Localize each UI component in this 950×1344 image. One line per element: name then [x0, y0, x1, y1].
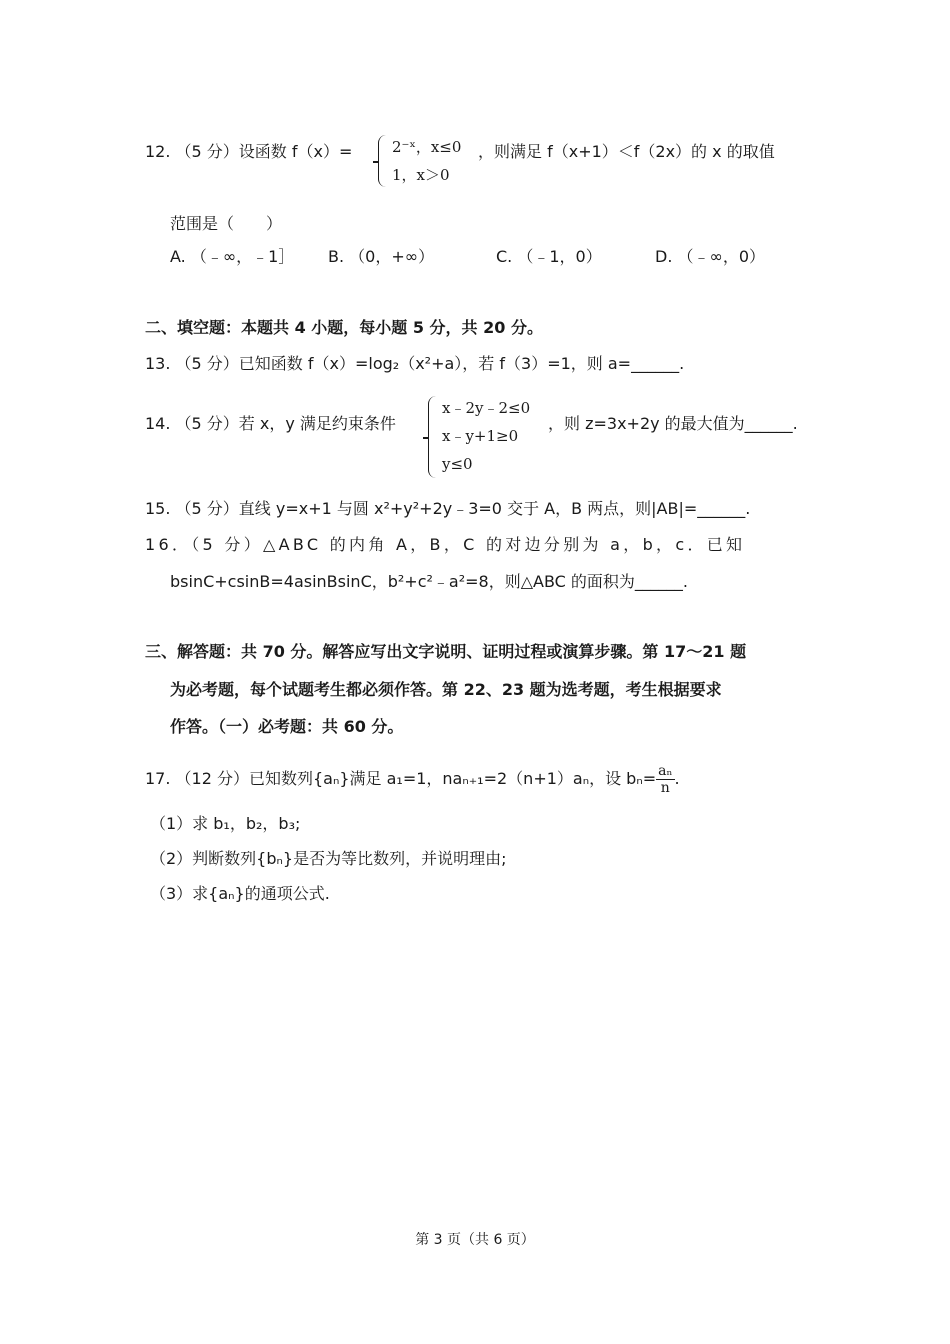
- q12-case-2: 1，x＞0: [392, 166, 450, 184]
- q14-stem-pre: 14. （5 分）若 x，y 满足约束条件: [145, 414, 396, 433]
- q15-text: 15. （5 分）直线 y=x+1 与圆 x²+y²+2y﹣3=0 交于 A，B 两点，则|AB|=______.: [145, 499, 751, 518]
- q16-line2: bsinC+csinB=4asinBsinC，b²+c²﹣a²=8，则△ABC 的面积为______.: [170, 572, 689, 591]
- q14-case-3: y≤0: [442, 455, 473, 473]
- q12-piecewise: [378, 135, 478, 187]
- fraction-denominator: n: [660, 780, 670, 796]
- q12-option-d: D. （﹣∞，0）: [655, 247, 766, 266]
- page-footer: 第 3 页（共 6 页）: [415, 1232, 535, 1248]
- q17-part-2: （2）判断数列{bₙ}是否为等比数列，并说明理由;: [150, 849, 507, 868]
- q17-stem-pre: 17. （12 分）已知数列{aₙ}满足 a₁=1，naₙ₊₁=2（n+1）aₙ，设 bₙ=: [145, 769, 657, 788]
- q12-stem-line2: 范围是（ ）: [170, 214, 283, 233]
- fraction-numerator: aₙ: [658, 763, 673, 779]
- brace: [378, 135, 389, 187]
- q12-stem-pre: 12. （5 分）设函数 f（x）=: [145, 142, 353, 161]
- q12-option-c: C. （﹣1，0）: [496, 247, 602, 266]
- q14-stem-post: ，则 z=3x+2y 的最大值为______.: [548, 414, 798, 433]
- brace: [428, 396, 439, 478]
- q17-stem: [145, 763, 680, 796]
- q12-stem-post: ，则满足 f（x+1）＜f（2x）的 x 的取值: [478, 142, 775, 161]
- section2-title: 二、填空题：本题共 4 小题，每小题 5 分，共 20 分。: [145, 318, 543, 337]
- q12-option-a: A. （﹣∞，﹣1］: [170, 247, 295, 266]
- q17-fraction: [656, 763, 674, 796]
- q12-option-b: B. （0，+∞）: [328, 247, 435, 266]
- q17-part-1: （1）求 b₁，b₂，b₃;: [150, 814, 301, 833]
- section3-line2: 为必考题，每个试题考生都必须作答。第 22、23 题为选考题，考生根据要求: [170, 680, 722, 699]
- q17-stem-post: .: [674, 769, 680, 788]
- section3-line3: 作答。（一）必考题：共 60 分。: [170, 717, 404, 736]
- q13-text: 13. （5 分）已知函数 f（x）=log₂（x²+a），若 f（3）=1，则 a=______.: [145, 354, 685, 373]
- q14-constraints: [428, 396, 548, 478]
- q16-line1: 16．（5 分）△ABC 的内角 A，B，C 的对边分别为 a，b，c．已知: [145, 535, 746, 554]
- q17-part-3: （3）求{aₙ}的通项公式.: [150, 884, 330, 903]
- section3-line1: 三、解答题：共 70 分。解答应写出文字说明、证明过程或演算步骤。第 17～21 题: [145, 642, 747, 661]
- q14-case-1: x﹣2y﹣2≤0: [442, 399, 531, 417]
- q12-case-1: 2⁻ˣ，x≤0: [392, 138, 462, 156]
- q14-case-2: x﹣y+1≥0: [442, 427, 519, 445]
